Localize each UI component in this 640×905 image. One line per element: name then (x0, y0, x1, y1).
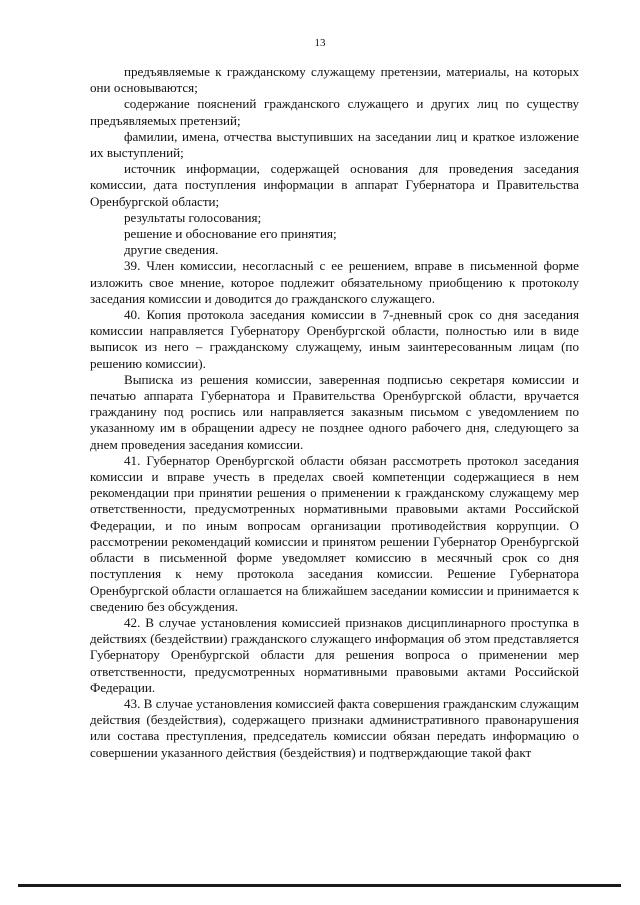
paragraph: решение и обоснование его принятия; (124, 226, 337, 242)
page-number: 13 (314, 37, 326, 49)
paragraph: другие сведения. (124, 242, 219, 258)
paragraph: фамилии, имена, отчества выступивших на заседании лиц и краткое изложение их выступлений; (90, 128, 579, 161)
paragraph-43: 43. В случае установления комиссией факта совершения гражданским служащим действия (бездействия), содержащего признаки административного правонарушения или состава преступления, председатель комиссии обязан передать информацию о совершении указанного действия (бездействия) и подтверждающие такой факт (90, 695, 579, 760)
paragraph: Выписка из решения комиссии, заверенная подписью секретаря комиссии и печатью аппарата Губернатора и Правительства Оренбургской области, вручается гражданину под роспись или направляется заказным письмом с уведомлением по указанному им в обращении адресу не позднее одного рабочего дня, следующего за днем проведения заседания комиссии. (90, 371, 579, 452)
paragraph-42: 42. В случае установления комиссией признаков дисциплинарного проступка в действиях (бездействии) гражданского служащего информация об этом представляется Губернатору Оренбургской области для решения вопроса о применении мер ответственности, предусмотренных нормативными правовыми актами Российской Федерации. (90, 614, 579, 695)
paragraph: источник информации, содержащей основания для проведения заседания комиссии, дата поступления информации в аппарат Губернатора и Правительства Оренбургской области; (90, 161, 579, 209)
paragraph-41: 41. Губернатор Оренбургской области обязан рассмотреть протокол заседания комиссии и вправе учесть в пределах своей компетенции содержащиеся в нем рекомендации при принятии решения о применении к гражданскому служащему мер ответственности, предусмотренных нормативными правовыми актами Российской Федерации, и по иным вопросам организации противодействия коррупции. О рассмотрении рекомендаций комиссии и принятом решении Губернатор Оренбургской области в письменной форме уведомляет комиссию в месячный срок со дня поступления к нему протокола заседания комиссии. Решение Губернатора Оренбургской области оглашается на ближайшем заседании комиссии и принимается к сведению без обсуждения. (90, 452, 579, 614)
paragraph: результаты голосования; (124, 209, 262, 225)
paragraph: содержание пояснений гражданского служащего и других лиц по существу предъявляемых претензий; (90, 96, 579, 128)
document-body (90, 64, 579, 761)
paragraph-39: 39. Член комиссии, несогласный с ее решением, вправе в письменной форме изложить свое мнение, которое подлежит обязательному приобщению к протоколу заседания комиссии и доводится до гражданского служащего. (90, 258, 579, 306)
paragraph: предъявляемые к гражданскому служащему претензии, материалы, на которых они основываются; (90, 64, 579, 96)
paragraph-40: 40. Копия протокола заседания комиссии в 7-дневный срок со дня заседания комиссии направляется Губернатору Оренбургской области, полностью или в виде выписок из него – гражданскому служащему, иным заинтересованным лицам (по решению комиссии). (90, 307, 579, 371)
scan-edge-divider (18, 884, 621, 887)
